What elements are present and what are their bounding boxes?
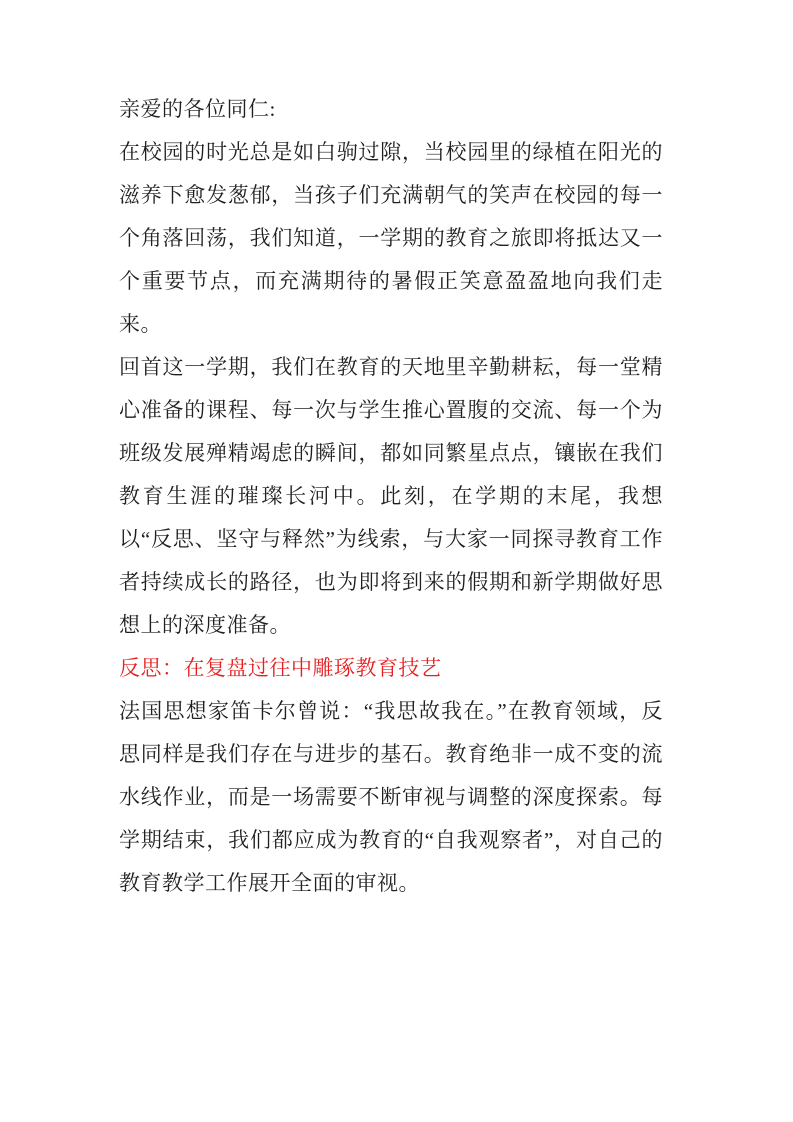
paragraph-reflection-body: 法国思想家笛卡尔曾说：“我思故我在。”在教育领域，反思同样是我们存在与进步的基石。教育绝非一成不变的流水线作业，而是一场需要不断审视与调整的深度探索。每学期结束，我们都应成为教育的“自我观察者”，对自己的教育教学工作展开全面的审视。 (119, 699, 663, 895)
paragraph-opening: 在校园的时光总是如白驹过隙，当校园里的绿植在阳光的滋养下愈发葱郁，当孩子们充满朝气的笑声在校园的每一个角落回荡，我们知道，一学期的教育之旅即将抵达又一个重要节点，而充满期待的暑假正笑意盈盈地向我们走来。 (119, 140, 663, 336)
paragraph-semester-review: 回首这一学期，我们在教育的天地里辛勤耕耘，每一堂精心准备的课程、每一次与学生推心置腹的交流、每一个为班级发展殚精竭虑的瞬间，都如同繁星点点，镶嵌在我们教育生涯的璀璨长河中。此刻，在学期的末尾，我想以“反思、坚守与释然”为线索，与大家一同探寻教育工作者持续成长的路径，也为即将到来的假期和新学期做好思想上的深度准备。 (119, 355, 663, 637)
salutation: 亲爱的各位同仁: (119, 97, 276, 121)
section-heading-reflection: 反思：在复盘过往中雕琢教育技艺 (119, 656, 442, 680)
